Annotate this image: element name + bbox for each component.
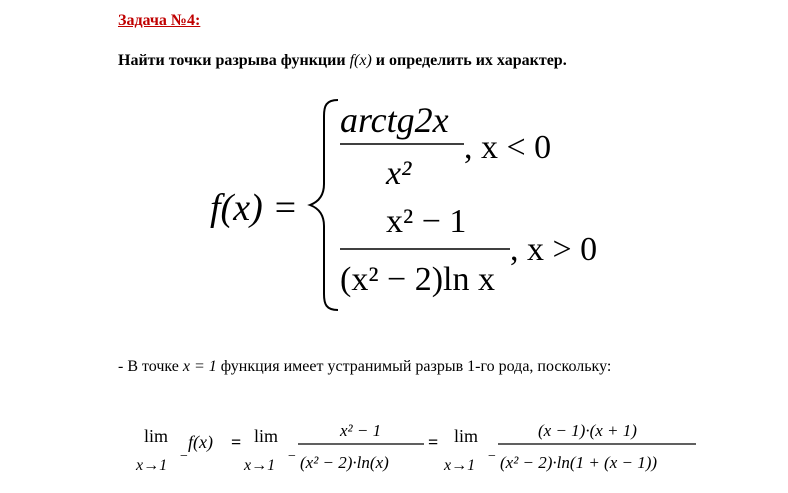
case2-denominator: (x² − 2)ln x <box>340 261 495 298</box>
equals-2: = <box>428 432 439 452</box>
lim-1-sup: − <box>180 449 188 464</box>
fraction-2-denominator: (x² − 2)·ln(1 + (x − 1)) <box>500 453 658 472</box>
discontinuity-statement <box>118 358 611 376</box>
lim-3-sub: x→1 <box>444 457 476 474</box>
fraction-1-numerator: x² − 1 <box>340 421 382 440</box>
function-symbol: f(x) <box>349 52 372 69</box>
statement-prefix: - В точке <box>118 358 179 375</box>
lim-2-sup: − <box>288 449 296 464</box>
limit-function: f(x) <box>188 432 213 452</box>
lim-3: lim <box>454 426 479 446</box>
fraction-2-numerator: (x − 1)·(x + 1) <box>538 421 637 440</box>
task-suffix: и определить их характер. <box>375 52 567 69</box>
statement-suffix: функция имеет устранимый разрыв 1-го рода, поскольку: <box>220 358 612 375</box>
task-prefix: Найти точки разрыва функции <box>118 52 346 69</box>
fraction-1-denominator: (x² − 2)·ln(x) <box>300 453 389 472</box>
equals-1: = <box>231 432 242 452</box>
formula-lhs: f(x) = <box>210 187 298 229</box>
case1-denominator: x² <box>386 155 412 192</box>
lim-1-sub: x→1 <box>136 457 168 474</box>
case2-numerator: x² − 1 <box>386 203 467 240</box>
task-statement <box>118 52 567 70</box>
lim-2-sub: x→1 <box>244 457 276 474</box>
case2-condition: , x > 0 <box>510 231 598 268</box>
case1-numerator: arctg2x <box>340 100 449 140</box>
task-title: Задача №4: <box>118 12 201 29</box>
lim-3-sup: − <box>488 449 496 464</box>
case1-condition: , x < 0 <box>464 129 552 166</box>
lim-1: lim <box>144 426 169 446</box>
piecewise-formula <box>200 92 660 317</box>
lim-2: lim <box>254 426 279 446</box>
statement-point: x = 1 <box>182 358 217 375</box>
left-brace <box>310 100 338 310</box>
limit-expression <box>118 410 778 490</box>
